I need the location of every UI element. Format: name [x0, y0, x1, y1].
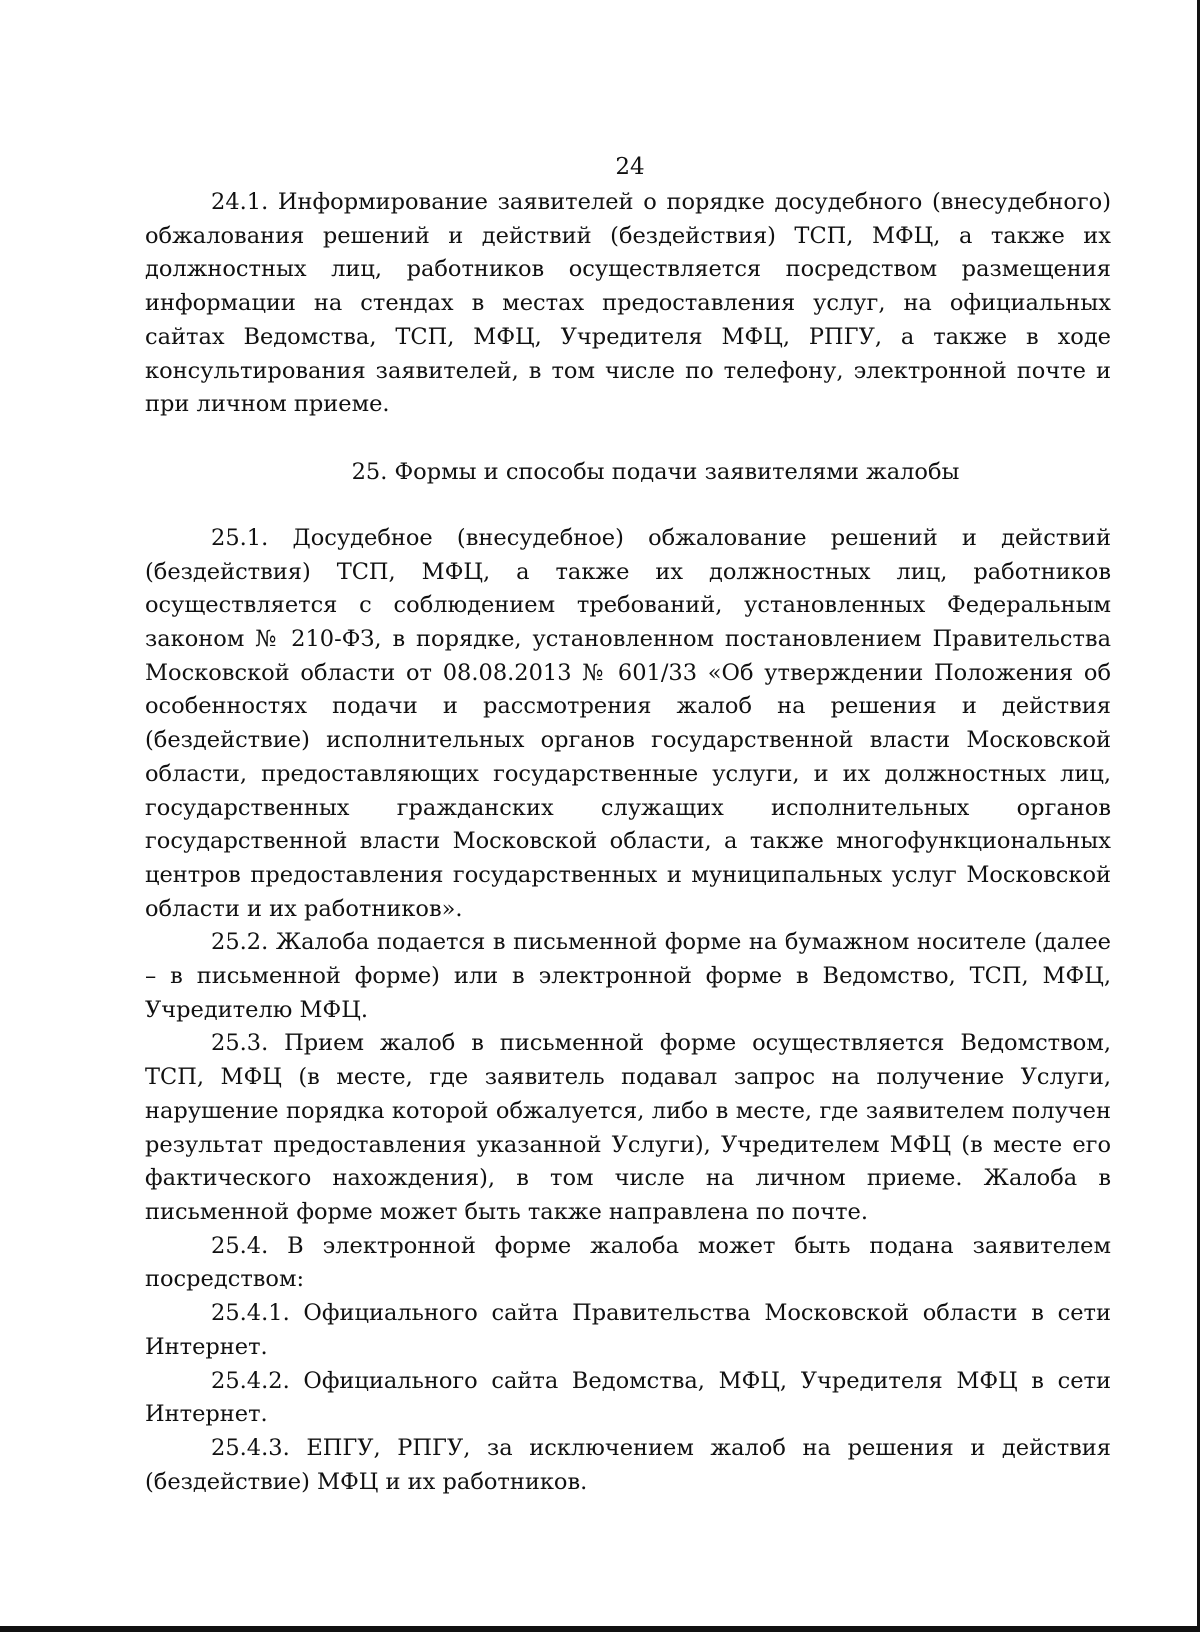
paragraph-25-4-1: 25.4.1. Официального сайта Правительства Московской области в сети Интернет. — [145, 1300, 1111, 1360]
paragraph-24-1: 24.1. Информирование заявителей о порядке досудебного (внесудебного) обжалования решений и действий (бездействия) ТСП, МФЦ, а также их должностных лиц, работников осуществляется посредством размещения информации на стендах в местах предоставления услуг, на официальных сайтах Ведомства, ТСП, МФЦ, Учредителя МФЦ, РПГУ, а также в ходе консультирования заявителей, в том числе по телефону, электронной почте и при личном приеме. — [145, 189, 1111, 418]
scan-edge-bottom — [0, 1626, 1200, 1632]
paragraph-25-4: 25.4. В электронной форме жалоба может быть подана заявителем посредством: — [145, 1232, 1111, 1293]
paragraph-25-4-2: 25.4.2. Официального сайта Ведомства, МФЦ, Учредителя МФЦ в сети Интернет. — [145, 1367, 1111, 1428]
page-number: 24 — [615, 154, 645, 180]
document-body — [145, 186, 1111, 1499]
paragraph-25-3: 25.3. Прием жалоб в письменной форме осуществляется Ведомством, ТСП, МФЦ (в месте, где заявитель подавал запрос на получение Услуги, нарушение порядка которой обжалуется, либо в месте, где заявителем получен результат предоставления указанной Услуги), Учредителем МФЦ (в месте его фактического нахождения), в том числе на личном приеме. Жалоба в письменной форме может быть также направлена по почте. — [145, 1030, 1111, 1225]
paragraph-25-4-3: 25.4.3. ЕПГУ, РПГУ, за исключением жалоб на решения и действия (бездействие) МФЦ и их работников. — [145, 1434, 1111, 1495]
section-title: 25. Формы и способы подачи заявителями жалобы — [351, 458, 960, 485]
paragraph-25-1: 25.1. Досудебное (внесудебное) обжалование решений и действий (бездействия) ТСП, МФЦ, а также их должностных лиц, работников осуществляется с соблюдением требований, установленных Федеральным законом № 210-ФЗ, в порядке, установленном постановлением Правительства Московской области от 08.08.2013 № 601/33 «Об утверждении Положения об особенностях подачи и рассмотрения жалоб на решения и действия (бездействие) исполнительных органов государственной власти Московской области, предоставляющих государственные услуги, и их должностных лиц, государственных гражданских служащих исполнительных органов государственной власти Московской области, а также многофункциональных центров предоставления государственных и муниципальных услуг Московской области и их работников». — [145, 524, 1111, 922]
paragraph-25-2: 25.2. Жалоба подается в письменной форме на бумажном носителе (далее – в письменной форме) или в электронной форме в Ведомство, ТСП, МФЦ, Учредителю МФЦ. — [145, 929, 1111, 1023]
